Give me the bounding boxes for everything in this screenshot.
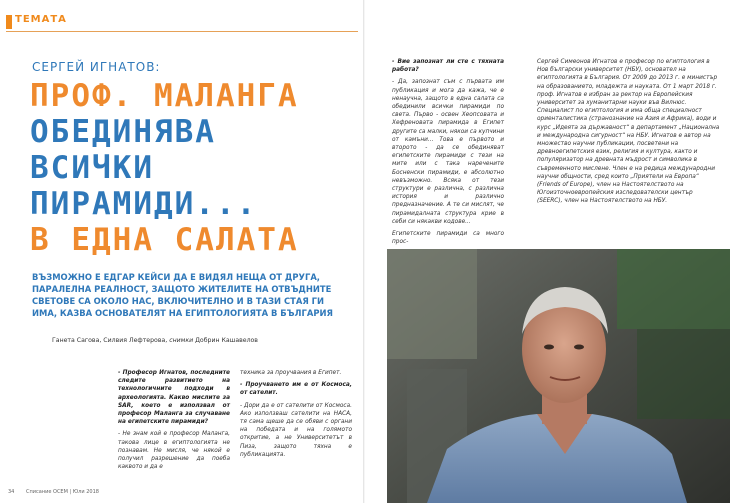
section-rule [6,31,358,32]
bio-box: Сергей Симеонов Игнатов е професор по египтология в Нов български университет (НБУ), основател на египтологията в България. От 2009 до 2013 г. е министър на образованието, младежта и науката. От 1 март 2018 г. проф. Игнатов е избран за ректор на Европейския университет за хуманитарни науки във Вилнюс. Специалист по египтология и има обща специалност ориенталистика (странознание на Азия и Африка), води и курс „Идеята за държавност“ в департамент „Национална и международна сигурност“ на НБУ. Игнатов е автор на множество научни публикации, посветени на древноегипетския език, религия и култура, както и популяризатор на древната мъдрост и символика в съвременното мислене. Член е на редица международни научни общности, сред които „Приятели на Европа“ (Friends of Europe), член на Настоятелството на Югоизточноевропейския изследователски център (SEERC), член на Настоятелството на НБУ. [537,59,720,205]
byline-authors: Ганета Сагова, Силвия Лефтерова, [52,337,168,344]
text-column-3 [392,58,504,250]
headline-line-3: ВСИЧКИ [30,150,154,186]
text-column-2 [240,369,352,463]
magazine-footer: Списание ОСЕМ | Юли 2018 [26,489,99,495]
page-number: 34 [8,489,15,495]
interview-answer: Египетските пирамиди са много прос- [392,231,504,246]
interview-question: - Професор Игнатов, последните следите развитието на технологичните подходи в археологията. Какво мислите за SAR, което е използвал от професор Маланга за случаване на египетските пирамиди? [118,370,230,426]
interview-answer: - Дори да е от сателити от Космоса. Ако използваш сателити на НАСА, тя сама щеше да се обяви с органи на победата и на голямото откритие, а не Университетът в Пиза, защото тяхна е публикацията. [240,402,352,458]
interview-answer: - Да, запознат съм с първата им публикация и мога да кажа, че е ненаучна, защото в една салата са обединили всички пирамиди по света. Първо - освен Хеопсовата и Хефреновата пирамида в Египет другите са малки, някои са купчини от камъни... Това е първото и второто - да се обединяват египетските пирамиди с тези на мите или с така наречените Босненски пирамиди, е абсолютно невъзможно. Всяка от тези структури е различна, с различна история и различно предназначение. А те си мислят, че пирамидалната структура крие в себи си някакви кодове... [392,79,504,225]
interview-answer: техника за проучвания в Египет. [240,370,342,376]
article-lead: ВЪЗМОЖНО Е ЕДГАР КЕЙСИ ДА Е ВИДЯЛ НЕЩА ОТ ДРУГА, ПАРАЛЕЛНА РЕАЛНОСТ, ЗАЩОТО ЖИТЕЛИТЕ НА ОТВЪДНИТЕ СВЕТОВЕ СА ОКОЛО НАС, ВКЛЮЧИТЕЛНО И В ТАЗИ СТАЯ ГИ ИМА, КАЗВА ОСНОВАТЕЛЯТ НА ЕГИПТОЛОГИЯТА В БЪЛГАРИЯ [32,272,333,318]
section-label: ТЕМАТА [15,14,67,25]
interview-question: - Вие запознат ли сте с тяхната работа? [392,59,504,74]
portrait-photo [387,249,730,503]
headline-line-2: ОБЕДИНЯВА [30,114,216,150]
headline-line-4: ПИРАМИДИ... [30,186,258,222]
byline-photo-label: снимки [169,337,194,344]
article-byline [52,337,258,344]
byline-photographer: Добрин Кашавелов [195,337,258,344]
page-gutter [363,0,365,503]
headline-line-1: ПРОФ. МАЛАНГА [30,78,299,114]
portrait-illustration [387,249,730,503]
section-marker [6,15,12,29]
interview-answer: - Не знам кой е професор Маланга, такова лице в египтологията не познавам. Не мисля, че някой е получил разрешение да поеба каквото и да е [118,431,230,471]
headline-line-5: В ЕДНА САЛАТА [30,222,299,258]
text-column-1 [118,369,230,475]
interview-question: - Проучването им е от Космоса, от сателит. [240,382,352,397]
article-kicker: СЕРГЕЙ ИГНАТОВ: [32,60,161,74]
